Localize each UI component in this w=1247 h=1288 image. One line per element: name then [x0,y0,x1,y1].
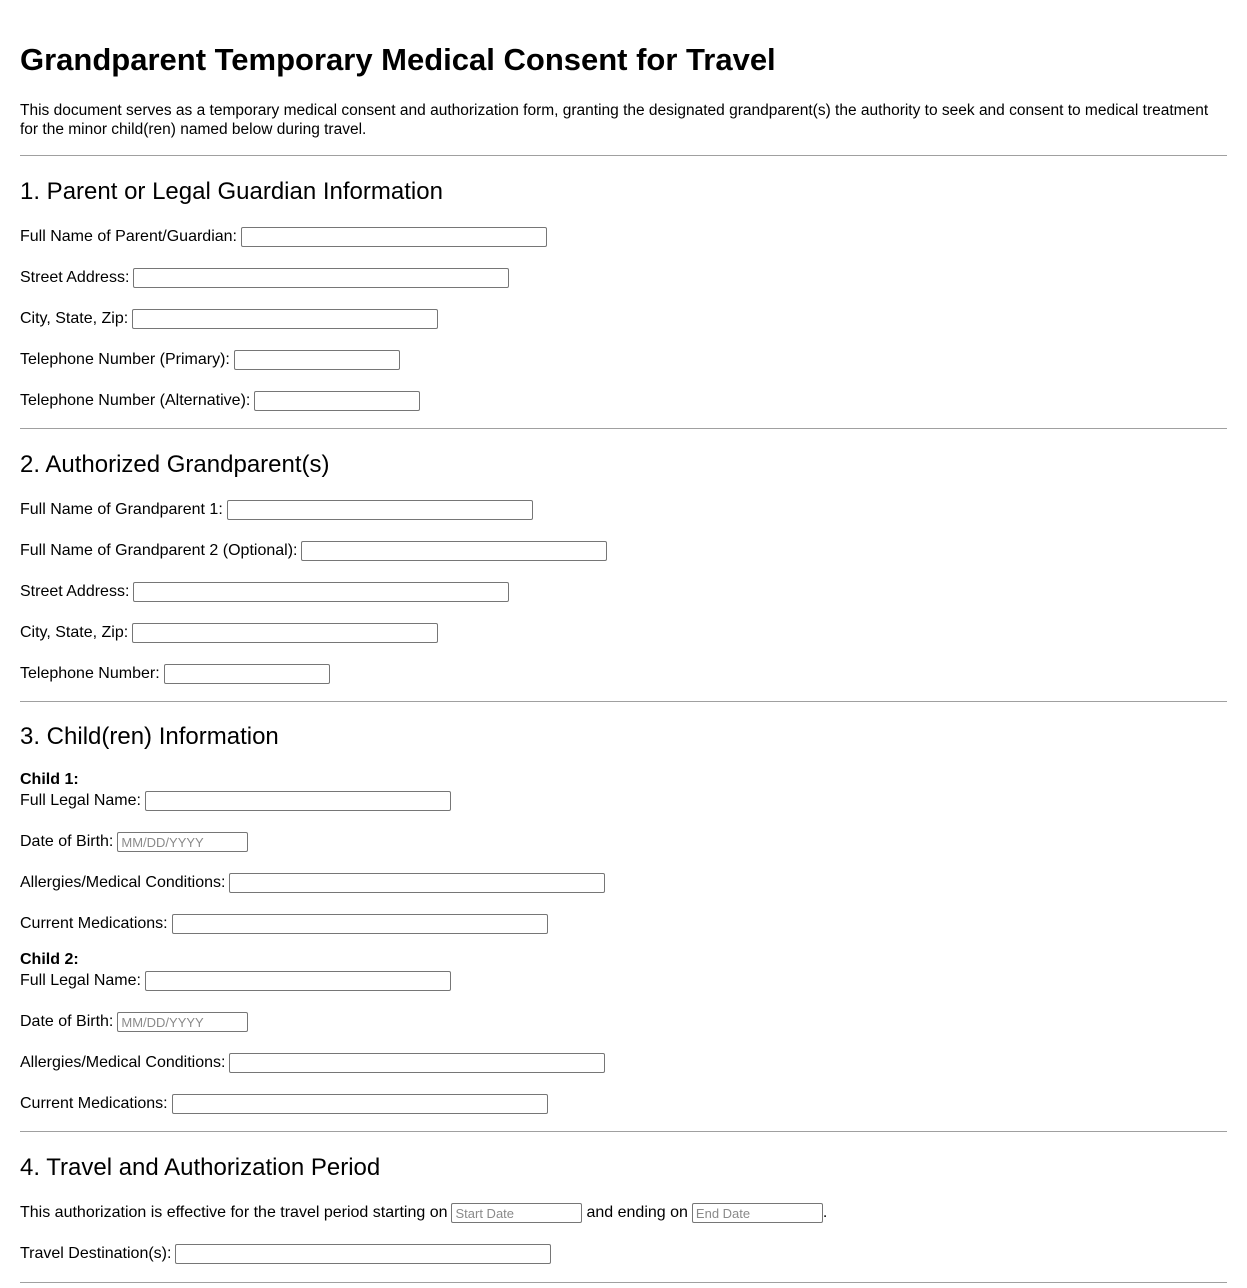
parent-phone-primary-label: Telephone Number (Primary): [20,351,230,368]
grandparent-1-row [20,499,533,521]
child-1-name-label: Full Legal Name: [20,792,141,809]
child-2-meds-label: Current Medications: [20,1095,168,1112]
grandparent-2-label: Full Name of Grandparent 2 (Optional): [20,542,298,559]
child-1-dob-label: Date of Birth: [20,833,114,850]
child-1-meds-input[interactable] [172,914,548,934]
section-2-heading: 2. Authorized Grandparent(s) [20,451,330,478]
travel-period-prefix: This authorization is effective for the travel period starting on [20,1204,448,1221]
travel-destination-row [20,1243,551,1265]
child-1-meds-label: Current Medications: [20,915,168,932]
grandparent-street-row [20,581,509,603]
child-2-allergies-label: Allergies/Medical Conditions: [20,1054,226,1071]
child-1-title: Child 1: [20,771,79,788]
grandparent-1-label: Full Name of Grandparent 1: [20,501,223,518]
child-2-name-label: Full Legal Name: [20,972,141,989]
parent-phone-primary-row [20,349,400,371]
child-1-allergies-row [20,872,605,894]
parent-street-input[interactable] [133,268,509,288]
travel-destination-label: Travel Destination(s): [20,1245,172,1262]
travel-destination-input[interactable] [175,1244,551,1264]
child-1-allergies-input[interactable] [229,873,605,893]
grandparent-phone-label: Telephone Number: [20,665,160,682]
section-divider [20,1131,1227,1132]
child-2-dob-row [20,1011,248,1033]
child-2-meds-row [20,1093,548,1115]
child-1-meds-row [20,913,548,935]
grandparent-city-label: City, State, Zip: [20,624,129,641]
grandparent-city-input[interactable] [132,623,438,643]
section-divider [20,155,1227,156]
parent-city-row [20,308,438,330]
grandparent-phone-row [20,663,330,685]
child-2-meds-input[interactable] [172,1094,548,1114]
travel-period-middle: and ending on [586,1204,688,1221]
page-title: Grandparent Temporary Medical Consent for Travel [20,42,776,77]
section-4-heading: 4. Travel and Authorization Period [20,1154,381,1181]
parent-phone-alt-input[interactable] [254,391,420,411]
grandparent-city-row [20,622,438,644]
parent-city-input[interactable] [132,309,438,329]
parent-city-label: City, State, Zip: [20,310,129,327]
intro-paragraph: This document serves as a temporary medical consent and authorization form, granting the designated grandparent(s) the authority to seek and consent to medical treatment for the minor child(ren) named below during travel. [20,102,1209,138]
parent-phone-alt-row [20,390,420,412]
child-2-name-row [20,970,451,992]
grandparent-street-input[interactable] [133,582,509,602]
section-divider [20,701,1227,702]
child-2-dob-label: Date of Birth: [20,1013,114,1030]
grandparent-2-row [20,540,607,562]
child-2-title: Child 2: [20,951,79,968]
parent-name-input[interactable] [241,227,547,247]
parent-name-row [20,226,547,248]
child-1-name-input[interactable] [145,791,451,811]
child-1-dob-input[interactable] [117,832,248,852]
child-1-allergies-label: Allergies/Medical Conditions: [20,874,226,891]
parent-street-label: Street Address: [20,269,130,286]
parent-name-label: Full Name of Parent/Guardian: [20,228,237,245]
parent-phone-alt-label: Telephone Number (Alternative): [20,392,251,409]
parent-phone-primary-input[interactable] [234,350,400,370]
child-1-dob-row [20,831,248,853]
section-divider [20,1282,1227,1283]
grandparent-2-input[interactable] [301,541,607,561]
grandparent-phone-input[interactable] [164,664,330,684]
section-3-heading: 3. Child(ren) Information [20,723,279,750]
parent-street-row [20,267,509,289]
child-2-dob-input[interactable] [117,1012,248,1032]
grandparent-1-input[interactable] [227,500,533,520]
child-1-name-row [20,790,451,812]
travel-period-row [20,1202,827,1224]
section-divider [20,428,1227,429]
travel-period-suffix: . [822,1204,828,1221]
section-1-heading: 1. Parent or Legal Guardian Information [20,178,443,205]
start-date-input[interactable] [451,1203,582,1223]
end-date-input[interactable] [692,1203,823,1223]
child-2-name-input[interactable] [145,971,451,991]
child-2-allergies-row [20,1052,605,1074]
grandparent-street-label: Street Address: [20,583,130,600]
child-2-allergies-input[interactable] [229,1053,605,1073]
